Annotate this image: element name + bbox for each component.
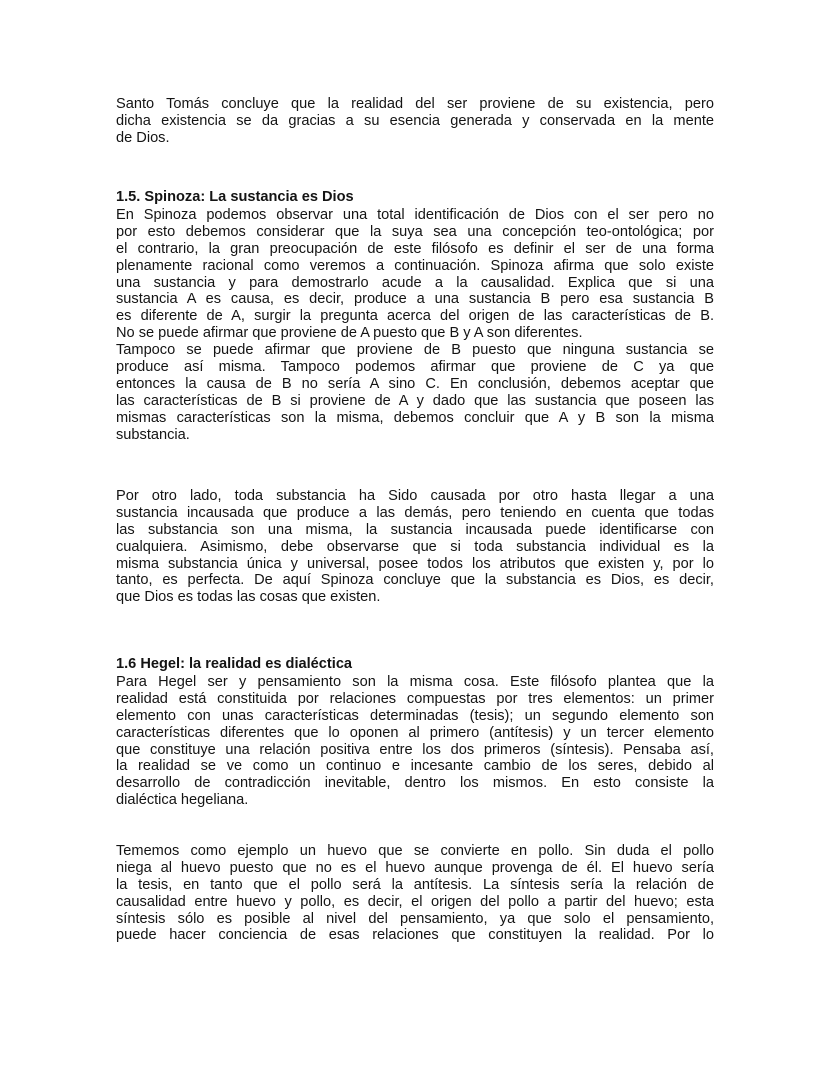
- text-line: el contrario, la gran preocupación de este filósofo es definir el ser de una forma: [116, 240, 714, 257]
- paragraph: [116, 674, 714, 809]
- text-line: Tememos como ejemplo un huevo que se convierte en pollo. Sin duda el pollo: [116, 843, 714, 859]
- text-line: tanto, es perfecta. De aquí Spinoza concluye que la substancia es Dios, es decir,: [116, 572, 714, 589]
- text-line: dialéctica hegeliana.: [116, 792, 249, 809]
- section-heading: [116, 189, 714, 206]
- text-line: que constituye una relación positiva entre los dos primeros (síntesis). Pensaba así,: [116, 741, 714, 758]
- paragraph: [116, 843, 714, 944]
- text-line: las substancia son una misma, la sustancia incausada puede identificarse con: [116, 521, 714, 538]
- text-line: dicha existencia se da gracias a su esencia generada y conservada en la mente: [116, 112, 714, 129]
- text-line: características diferentes que lo oponen al primero (antítesis) y un tercer elemento: [116, 724, 714, 741]
- text-line: de Dios.: [116, 129, 170, 146]
- text-line: mismas características son la misma, debemos concluir que A y B son la misma: [116, 409, 714, 426]
- paragraph: [116, 207, 714, 443]
- paragraph: [116, 488, 714, 606]
- text-line: por esto debemos considerar que la suya sea una concepción teo-ontológica; por: [116, 223, 714, 240]
- text-line: 1.5. Spinoza: La sustancia es Dios: [116, 189, 354, 205]
- text-line: que Dios es todas las cosas que existen.: [116, 589, 381, 606]
- paragraph: [116, 96, 714, 147]
- text-line: entonces la causa de B no sería A sino C. En conclusión, debemos aceptar que: [116, 375, 714, 392]
- text-line: Para Hegel ser y pensamiento son la misma cosa. Este filósofo plantea que la: [116, 674, 714, 690]
- text-line: es diferente de A, surgir la pregunta acerca del origen de las características de B.: [116, 308, 714, 325]
- text-line: En Spinoza podemos observar una total identificación de Dios con el ser pero no: [116, 207, 714, 223]
- text-line: misma substancia única y universal, posee todos los atributos que existen y, por lo: [116, 555, 714, 572]
- text-line: realidad está constituida por relaciones compuestas por tres elementos: un primer: [116, 690, 714, 707]
- text-line: Tampoco se puede afirmar que proviene de B puesto que ninguna sustancia se: [116, 342, 714, 359]
- text-line: desarrollo de contradicción inevitable, dentro los mismos. En esto consiste la: [116, 775, 714, 792]
- text-line: la realidad se ve como un continuo e incesante cambio de los seres, debido al: [116, 758, 714, 775]
- text-line: causalidad entre huevo y pollo, es decir, el origen del pollo a partir del huevo; esta: [116, 893, 714, 910]
- text-line: No se puede afirmar que proviene de A puesto que B y A son diferentes.: [116, 325, 583, 342]
- text-line: cualquiera. Asimismo, debe observarse que si toda substancia individual es la: [116, 538, 714, 555]
- text-line: la tesis, en tanto que el pollo será la antítesis. La síntesis sería la relación de: [116, 876, 714, 893]
- text-line: sustancia incausada que produce a las demás, pero teniendo en cuenta que todas: [116, 504, 714, 521]
- text-line: niega al huevo puesto que no es el huevo aunque provenga de él. El huevo sería: [116, 859, 714, 876]
- text-line: 1.6 Hegel: la realidad es dialéctica: [116, 656, 353, 672]
- text-line: elemento con unas características determinadas (tesis); un segundo elemento son: [116, 707, 714, 724]
- text-line: plenamente racional como veremos a continuación. Spinoza afirma que solo existe: [116, 257, 714, 274]
- text-line: una sustancia y para demostrarlo acude a la causalidad. Explica que si una: [116, 274, 714, 291]
- text-line: sustancia A es causa, es decir, produce a una sustancia B pero esa sustancia B: [116, 291, 714, 308]
- text-line: síntesis sólo es posible al nivel del pensamiento, ya que solo el pensamiento,: [116, 910, 714, 927]
- text-line: las características de B si proviene de A y dado que las sustancia que poseen las: [116, 392, 714, 409]
- text-line: puede hacer conciencia de esas relaciones que constituyen la realidad. Por lo: [116, 927, 714, 944]
- section-heading: [116, 656, 714, 673]
- text-line: Por otro lado, toda substancia ha Sido causada por otro hasta llegar a una: [116, 488, 714, 504]
- text-line: Santo Tomás concluye que la realidad del ser proviene de su existencia, pero: [116, 96, 714, 112]
- text-line: produce así misma. Tampoco podemos afirmar que proviene de C ya que: [116, 359, 714, 376]
- text-line: substancia.: [116, 426, 190, 443]
